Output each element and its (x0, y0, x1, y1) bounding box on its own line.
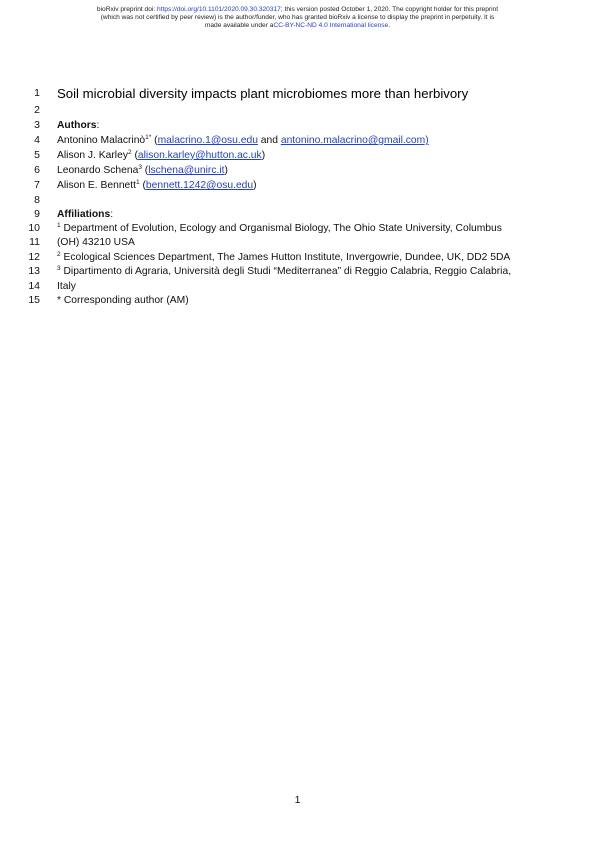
punct: and (257, 135, 281, 146)
affiliation-text: Dipartimento di Agraria, Università degli Studi “Mediterranea” di Reggio Calabria, Reggio Calabria, (60, 266, 512, 277)
punct: ) (261, 150, 266, 161)
affiliation-1-cont: (OH) 43210 USA (57, 237, 135, 248)
author-email-link[interactable]: antonino.malacrino@gmail.com) (280, 135, 429, 146)
punct: ) (224, 165, 228, 176)
manuscript-line (0, 104, 595, 117)
affiliation-superscript: 3 (57, 265, 61, 272)
manuscript-line (0, 280, 595, 293)
manuscript-line (0, 149, 595, 162)
author-superscript: 3 (138, 164, 142, 171)
page-number: 1 (294, 794, 301, 806)
author-entry (57, 164, 228, 177)
paper-title: Soil microbial diversity impacts plant microbiomes more than herbivory (57, 86, 469, 101)
line-number: 9 (34, 208, 40, 220)
header-text: ; this version posted October 1, 2020. The copyright holder for this preprint (280, 6, 499, 13)
affiliation-3 (57, 265, 511, 278)
affiliation-2 (57, 251, 510, 264)
header-text: bioRxiv preprint doi: (96, 6, 158, 13)
author-superscript: 1 (136, 179, 140, 186)
punct: ( (151, 135, 158, 146)
author-entry (57, 134, 429, 147)
affiliation-text: Department of Evolution, Ecology and Organismal Biology, The Ohio State University, Columbus (60, 223, 502, 234)
author-email-link[interactable]: alison.karley@hutton.ac.uk (137, 150, 262, 161)
line-number: 4 (34, 134, 40, 146)
doi-link[interactable]: https://doi.org/10.1101/2020.09.30.320317 (157, 6, 281, 13)
punct: ( (141, 165, 149, 176)
author-entry (57, 149, 265, 162)
line-number: 12 (28, 251, 40, 263)
punct: ( (131, 150, 138, 161)
affiliation-3-cont: Italy (57, 281, 76, 292)
affiliation-1 (57, 222, 502, 235)
manuscript-line (0, 294, 595, 307)
affiliation-superscript: 2 (57, 251, 61, 258)
header-text: made available under a (204, 22, 274, 30)
manuscript-line (0, 208, 595, 221)
manuscript-line (0, 194, 595, 207)
affiliations-heading (57, 208, 113, 221)
corresponding-author-note: * Corresponding author (AM) (57, 295, 189, 306)
line-number: 15 (28, 294, 40, 306)
author-email-link[interactable]: bennett.1242@osu.edu (145, 180, 254, 191)
punct: ) (253, 180, 257, 191)
manuscript-line (0, 236, 595, 249)
preprint-header (40, 6, 555, 31)
affiliations-heading-text: Affiliations (57, 209, 111, 220)
author-email-link[interactable]: lschena@unirc.it (148, 165, 225, 176)
manuscript-line (0, 134, 595, 147)
line-number: 6 (34, 164, 40, 176)
line-number: 14 (28, 280, 40, 292)
manuscript-line (0, 164, 595, 177)
manuscript-line (0, 251, 595, 264)
author-email-link[interactable]: malacrino.1@osu.edu (157, 135, 258, 146)
heading-colon: : (96, 120, 100, 131)
line-number: 7 (34, 179, 40, 191)
header-line-1 (40, 6, 555, 14)
line-number: 8 (34, 194, 40, 206)
punct: ( (139, 180, 146, 191)
authors-heading (57, 119, 99, 132)
manuscript-line (0, 119, 595, 132)
author-name: Alison E. Bennett (57, 180, 136, 191)
affiliation-superscript: 1 (57, 222, 61, 229)
authors-heading-text: Authors (57, 120, 97, 131)
author-entry (57, 179, 257, 192)
author-name: Antonino Malacrinò (57, 135, 146, 146)
header-line-3 (40, 22, 555, 30)
line-number: 3 (34, 119, 40, 131)
line-number: 2 (34, 104, 40, 116)
manuscript-line (0, 222, 595, 235)
author-superscript: 1* (145, 134, 152, 141)
manuscript-line (0, 87, 595, 100)
header-line-2: (which was not certified by peer review) is the author/funder, who has granted bioRxiv a license to display the preprint in perpetuity. It is (100, 14, 495, 22)
manuscript-line (0, 265, 595, 278)
line-number: 5 (34, 149, 40, 161)
line-number: 11 (29, 236, 40, 248)
author-name: Alison J. Karley (57, 150, 128, 161)
heading-colon: : (110, 209, 114, 220)
header-text: . (388, 22, 391, 30)
affiliation-text: Ecological Sciences Department, The James Hutton Institute, Invergowrie, Dundee, UK, DD2 5DA (60, 252, 511, 263)
author-name: Leonardo Schena (57, 165, 139, 176)
manuscript-line (0, 179, 595, 192)
line-number: 1 (34, 87, 40, 99)
license-link[interactable]: CC-BY-NC-ND 4.0 International license (273, 22, 389, 30)
line-number: 13 (28, 265, 40, 277)
author-superscript: 2 (127, 149, 132, 156)
line-number: 10 (28, 222, 40, 234)
